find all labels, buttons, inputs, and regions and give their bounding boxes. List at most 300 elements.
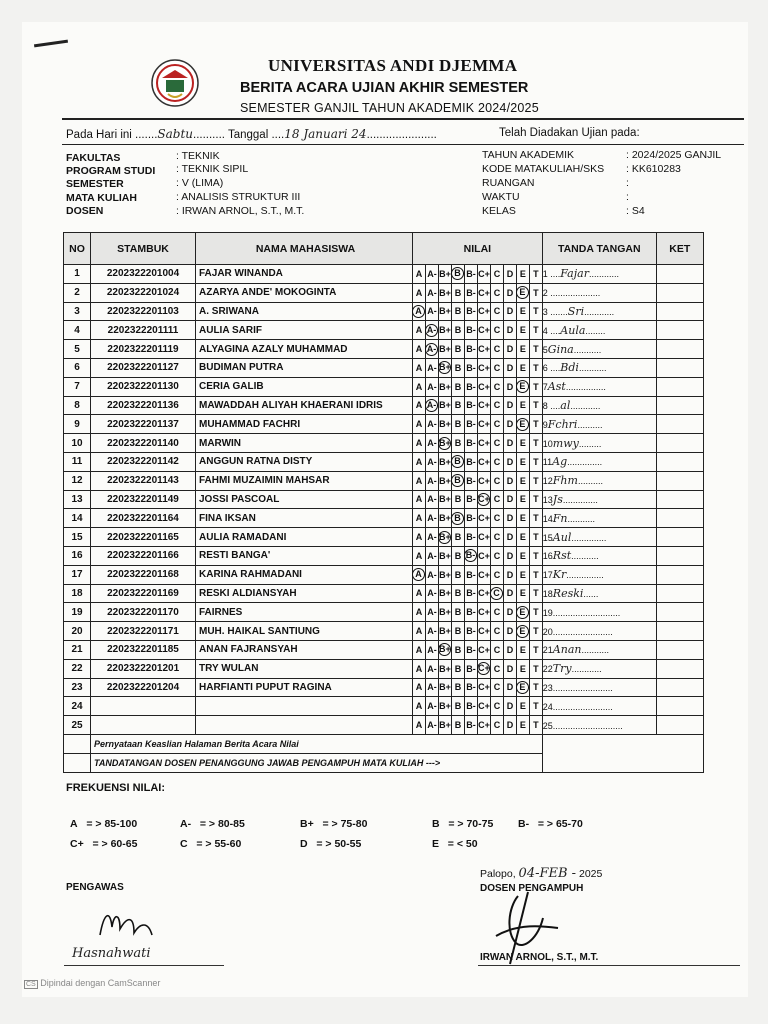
grade-label: E: [519, 588, 526, 599]
table-row: [64, 340, 704, 359]
grade-label: C: [493, 569, 501, 580]
grade-cell: [478, 283, 491, 302]
grade-label: A-: [427, 381, 437, 392]
grade-cell: [439, 565, 452, 584]
row-ket: [656, 640, 703, 659]
row-tanda-tangan: [542, 716, 656, 735]
grade-cell: [452, 434, 465, 453]
grade-cell: [465, 340, 478, 359]
dosen-label: DOSEN PENGAMPUH: [480, 883, 584, 894]
grade-label: D: [506, 701, 514, 712]
grade-label: B: [454, 644, 462, 655]
grade-cell: [426, 640, 439, 659]
grade-cell: [465, 528, 478, 547]
grade-label: A: [415, 532, 423, 543]
grade-label: D: [506, 306, 514, 317]
grade-label: T: [533, 682, 539, 693]
grade-label: B: [454, 701, 462, 712]
row-no: 24: [64, 697, 91, 716]
grade-label: C: [493, 494, 501, 505]
selected-grade-circle: E: [516, 606, 529, 619]
grade-label: A-: [427, 550, 437, 561]
table-row: [64, 434, 704, 453]
tt-number: 25: [542, 720, 553, 731]
grade-cell: [491, 659, 504, 678]
grade-cell: [478, 640, 491, 659]
grade-cell: [504, 565, 517, 584]
row-ket: [656, 716, 703, 735]
tt-number: 15: [542, 532, 553, 543]
grade-label: C+: [478, 569, 490, 580]
grade-cell: [478, 358, 491, 377]
grade-label: B: [454, 663, 462, 674]
table-row: [64, 415, 704, 434]
grade-cell: [452, 302, 465, 321]
row-nama: [196, 697, 413, 716]
grade-label: T: [533, 362, 539, 373]
grade-cell: [439, 678, 452, 697]
grade-cell: [478, 603, 491, 622]
grade-label: B+: [439, 306, 451, 317]
document-title: BERITA ACARA UJIAN AKHIR SEMESTER: [240, 80, 529, 96]
row-nama: MUH. HAIKAL SANTIUNG: [196, 622, 413, 641]
row-stambuk: 2202322201140: [91, 434, 196, 453]
grade-cell: [491, 565, 504, 584]
grade-cell: [413, 265, 426, 284]
grade-cell: [426, 528, 439, 547]
selected-grade-circle: C+: [478, 663, 490, 674]
grade-label: A: [415, 419, 423, 430]
grade-label: B+: [439, 588, 451, 599]
grade-label: B: [454, 626, 462, 637]
grade-cell: [516, 584, 529, 603]
info-value: : KK610283: [626, 163, 681, 175]
grade-label: B-: [466, 475, 476, 486]
row-stambuk: 2202322201168: [91, 565, 196, 584]
grade-label: D: [506, 532, 514, 543]
row-stambuk: 2202322201004: [91, 265, 196, 284]
frekuensi-item: [432, 838, 478, 850]
grade-cell: [426, 509, 439, 528]
grade-label: C+: [478, 682, 490, 693]
grade-cell: [491, 678, 504, 697]
grade-label: T: [533, 720, 539, 731]
row-no: 11: [64, 452, 91, 471]
tt-dots: ...........: [567, 513, 596, 524]
grade-cell: [504, 622, 517, 641]
tt-number: 19: [542, 607, 553, 618]
table-row: [64, 396, 704, 415]
grade-cell: [452, 640, 465, 659]
pengawas-name: Hasnahwati: [72, 946, 151, 961]
grade-cell: [413, 283, 426, 302]
grade-cell: [439, 584, 452, 603]
grade-label: A: [415, 644, 423, 655]
grade-label: C: [493, 306, 501, 317]
grade-cell: [478, 340, 491, 359]
row-no: 3: [64, 302, 91, 321]
grade-cell: [426, 678, 439, 697]
row-stambuk: 2202322201166: [91, 546, 196, 565]
grade-cell: [491, 377, 504, 396]
grade-label: B-: [466, 513, 476, 524]
grade-cell: [529, 640, 542, 659]
grade-label: T: [533, 325, 539, 336]
grade-label: A-: [427, 494, 437, 505]
row-nama: A. SRIWANA: [196, 302, 413, 321]
grade-cell: [452, 415, 465, 434]
grade-label: C+: [478, 626, 490, 637]
tt-number: 22: [542, 664, 553, 675]
grade-label: B: [454, 682, 462, 693]
row-ket: [656, 528, 703, 547]
selected-grade-circle: B: [451, 267, 464, 280]
grade-cell: [465, 358, 478, 377]
row-stambuk: 2202322201170: [91, 603, 196, 622]
grade-cell: [439, 302, 452, 321]
grade-cell: [413, 659, 426, 678]
row-no: 5: [64, 340, 91, 359]
grade-cell: [478, 546, 491, 565]
grade-label: B+: [439, 607, 451, 618]
tt-dots: ...............: [566, 570, 604, 581]
table-row: [64, 678, 704, 697]
selected-grade-circle: A-: [426, 399, 437, 410]
selected-grade-circle: B-: [465, 550, 476, 561]
grade-cell: [529, 716, 542, 735]
tt-number: 23: [542, 682, 553, 693]
grade-cell: [465, 603, 478, 622]
footer-row: [64, 734, 704, 753]
grade-label: B-: [466, 419, 476, 430]
signing-year: 2025: [579, 868, 603, 880]
table-row: [64, 697, 704, 716]
grade-cell: [465, 377, 478, 396]
grade-cell: [504, 377, 517, 396]
row-stambuk: 2202322201136: [91, 396, 196, 415]
row-stambuk: 2202322201171: [91, 622, 196, 641]
row-stambuk: 2202322201143: [91, 471, 196, 490]
grade-label: T: [533, 513, 539, 524]
grade-cell: [426, 622, 439, 641]
row-ket: [656, 321, 703, 340]
grade-label: T: [533, 419, 539, 430]
row-nama: FAJAR WINANDA: [196, 265, 413, 284]
grade-label: C: [493, 720, 501, 731]
row-stambuk: 2202322201164: [91, 509, 196, 528]
grade-label: A-: [427, 475, 437, 486]
tt-dots: ............: [571, 664, 602, 675]
grade-cell: [478, 396, 491, 415]
selected-grade-circle: E: [516, 286, 529, 299]
grade-label: E: [519, 325, 526, 336]
grade-label: A: [415, 494, 423, 505]
selected-grade-circle: B: [451, 455, 464, 468]
grade-label: A: [415, 720, 423, 731]
grade-cell: [426, 716, 439, 735]
grade-label: B-: [466, 682, 476, 693]
grade-label: D: [506, 494, 514, 505]
row-nama: TRY WULAN: [196, 659, 413, 678]
grade-label: B+: [439, 268, 451, 279]
row-nama: AULIA SARIF: [196, 321, 413, 340]
grade-cell: [504, 659, 517, 678]
tt-dots: ................: [565, 382, 606, 393]
row-ket: [656, 659, 703, 678]
row-stambuk: 2202322201169: [91, 584, 196, 603]
grade-cell: [529, 603, 542, 622]
grade-cell: [491, 546, 504, 565]
row-nama: JOSSI PASCOAL: [196, 490, 413, 509]
grade-label: E: [519, 701, 526, 712]
scanner-note: Dipindai dengan CamScanner: [40, 978, 161, 988]
grade-cell: [529, 546, 542, 565]
grade-cell: [504, 528, 517, 547]
row-no: 19: [64, 603, 91, 622]
row-no: 10: [64, 434, 91, 453]
grade-cell: [491, 509, 504, 528]
grade-cell: [478, 622, 491, 641]
grade-label: B: [454, 362, 462, 373]
info-label: RUANGAN: [482, 177, 535, 189]
grade-label: B-: [466, 325, 476, 336]
grade-label: B: [454, 400, 462, 411]
freq-range: = < 50: [447, 838, 478, 850]
grade-cell: [465, 321, 478, 340]
grade-cell: [478, 434, 491, 453]
signing-date: 04-FEB -: [518, 866, 577, 881]
footer-signature-instruction: TANDATANGAN DOSEN PENANGGUNG JAWAB PENGAMPUH MATA KULIAH --->: [91, 753, 543, 772]
grade-cell: [478, 528, 491, 547]
grade-cell: [439, 471, 452, 490]
grade-cell: [478, 490, 491, 509]
tt-dots: ............: [588, 269, 619, 280]
tt-number: 6 ....: [542, 363, 561, 374]
row-nama: MARWIN: [196, 434, 413, 453]
grade-label: T: [533, 701, 539, 712]
grade-cell: [426, 584, 439, 603]
table-row: [64, 528, 704, 547]
grade-label: C: [493, 682, 501, 693]
grade-label: C: [493, 644, 501, 655]
header-stambuk: STAMBUK: [91, 233, 196, 265]
camscanner-icon: CS: [26, 981, 36, 988]
grade-cell: [439, 603, 452, 622]
row-ket: [656, 415, 703, 434]
selected-grade-circle: E: [516, 625, 529, 638]
grade-cell: [491, 434, 504, 453]
selected-grade-circle: E: [516, 418, 529, 431]
table-row: [64, 283, 704, 302]
grade-label: A-: [427, 588, 437, 599]
grade-label: B+: [439, 569, 451, 580]
tt-dots: ............: [570, 288, 601, 299]
day-dots: ..........: [193, 129, 225, 141]
row-tanda-tangan: [542, 434, 656, 453]
grade-label: B-: [466, 400, 476, 411]
grade-label: C+: [478, 287, 490, 298]
student-signature: Aula: [560, 323, 586, 337]
row-ket: [656, 265, 703, 284]
grade-label: D: [506, 287, 514, 298]
row-tanda-tangan: [542, 377, 656, 396]
grade-label: B-: [466, 287, 476, 298]
grade-label: C+: [478, 532, 490, 543]
grade-label: D: [506, 419, 514, 430]
row-stambuk: 2202322201204: [91, 678, 196, 697]
selected-grade-circle: A: [412, 305, 425, 318]
freq-range: = > 85-100: [86, 818, 138, 830]
student-signature: Try: [552, 662, 572, 676]
grade-label: E: [519, 438, 526, 449]
tt-number: 8 ....: [542, 400, 561, 411]
grade-cell: [491, 415, 504, 434]
row-ket: [656, 471, 703, 490]
grade-label: C: [493, 362, 501, 373]
tt-number: 24: [542, 701, 553, 712]
grade-label: C+: [478, 344, 490, 355]
table-header: [64, 233, 704, 265]
grade-cell: [529, 659, 542, 678]
grade-cell: [516, 396, 529, 415]
row-no: 23: [64, 678, 91, 697]
frekuensi-item: [70, 838, 137, 850]
grade-label: B-: [466, 268, 476, 279]
grade-cell: [439, 546, 452, 565]
grade-cell: [413, 452, 426, 471]
tt-number: 21: [542, 645, 553, 656]
tt-number: 9: [542, 419, 548, 430]
row-nama: MUHAMMAD FACHRI: [196, 415, 413, 434]
date-label: Tanggal ....: [227, 129, 285, 141]
freq-range: = > 60-65: [92, 838, 138, 850]
row-nama: CERIA GALIB: [196, 377, 413, 396]
grade-cell: [452, 603, 465, 622]
grade-label: C: [493, 607, 501, 618]
grade-label: C+: [478, 588, 490, 599]
grade-cell: [478, 565, 491, 584]
frekuensi-item: [518, 818, 583, 830]
grade-cell: [478, 452, 491, 471]
grade-cell: [504, 509, 517, 528]
grade-cell: [529, 509, 542, 528]
grade-cell: [426, 565, 439, 584]
row-no: 16: [64, 546, 91, 565]
grade-cell: [439, 396, 452, 415]
row-nama: AZARYA ANDE' MOKOGINTA: [196, 283, 413, 302]
grade-label: B: [454, 532, 462, 543]
grade-cell: [439, 283, 452, 302]
grade-cell: [491, 584, 504, 603]
grade-cell: [504, 471, 517, 490]
grade-cell: [478, 471, 491, 490]
grade-cell: [413, 565, 426, 584]
grade-cell: [413, 434, 426, 453]
grade-label: D: [506, 550, 514, 561]
grade-cell: [452, 678, 465, 697]
tt-dots: ......: [583, 588, 599, 599]
row-no: 7: [64, 377, 91, 396]
tt-dots: ...........: [581, 645, 609, 656]
grade-cell: [465, 509, 478, 528]
grade-cell: [529, 584, 542, 603]
grade-label: D: [506, 362, 514, 373]
grade-label: B-: [466, 607, 476, 618]
tt-dots: ............................: [552, 720, 623, 731]
info-value: : TEKNIK: [176, 150, 220, 162]
row-no: 4: [64, 321, 91, 340]
tt-dots: ..............: [571, 532, 607, 543]
row-no: 6: [64, 358, 91, 377]
grade-cell: [516, 659, 529, 678]
grade-label: A: [415, 362, 423, 373]
grade-cell: [491, 490, 504, 509]
row-stambuk: 2202322201130: [91, 377, 196, 396]
row-tanda-tangan: [542, 415, 656, 434]
pengawas-rule: [64, 965, 224, 966]
grade-cell: [491, 640, 504, 659]
grade-label: D: [506, 513, 514, 524]
freq-range: = > 55-60: [196, 838, 242, 850]
grade-cell: [529, 358, 542, 377]
grade-cell: [516, 622, 529, 641]
frekuensi-item: [432, 818, 493, 830]
row-nama: MAWADDAH ALIYAH KHAERANI IDRIS: [196, 396, 413, 415]
row-no: 12: [64, 471, 91, 490]
grade-label: C+: [478, 325, 490, 336]
row-stambuk: 2202322201103: [91, 302, 196, 321]
row-no: 8: [64, 396, 91, 415]
grade-label: A: [415, 588, 423, 599]
row-tanda-tangan: [542, 678, 656, 697]
row-ket: [656, 358, 703, 377]
frekuensi-title: FREKUENSI NILAI:: [66, 782, 165, 794]
grade-cell: [529, 340, 542, 359]
student-signature: Fn: [552, 511, 568, 525]
grade-cell: [491, 302, 504, 321]
info-label: WAKTU: [482, 191, 520, 203]
grade-label: C: [493, 419, 501, 430]
selected-grade-circle: A-: [426, 343, 437, 354]
grade-cell: [452, 321, 465, 340]
grade-label: C+: [478, 400, 490, 411]
grade-cell: [439, 697, 452, 716]
grade-cell: [465, 396, 478, 415]
grade-cell: [504, 396, 517, 415]
row-ket: [656, 697, 703, 716]
row-tanda-tangan: [542, 509, 656, 528]
selected-grade-circle: A-: [426, 324, 437, 335]
grade-label: A-: [427, 287, 437, 298]
grade-label: E: [519, 475, 526, 486]
info-value: : IRWAN ARNOL, S.T., M.T.: [176, 205, 305, 217]
scanner-watermark: [24, 978, 160, 989]
student-signature: al: [560, 398, 571, 412]
row-no: 14: [64, 509, 91, 528]
row-ket: [656, 584, 703, 603]
row-ket: [656, 490, 703, 509]
student-signature: Sri: [567, 304, 585, 318]
tt-number: 1 ....: [542, 269, 561, 280]
grade-label: B-: [466, 306, 476, 317]
grade-label: A-: [427, 438, 437, 449]
grade-label: E: [519, 494, 526, 505]
grade-cell: [504, 283, 517, 302]
row-no: 20: [64, 622, 91, 641]
grade-label: B: [454, 607, 462, 618]
intro-line: [66, 127, 437, 141]
grade-label: B: [454, 438, 462, 449]
